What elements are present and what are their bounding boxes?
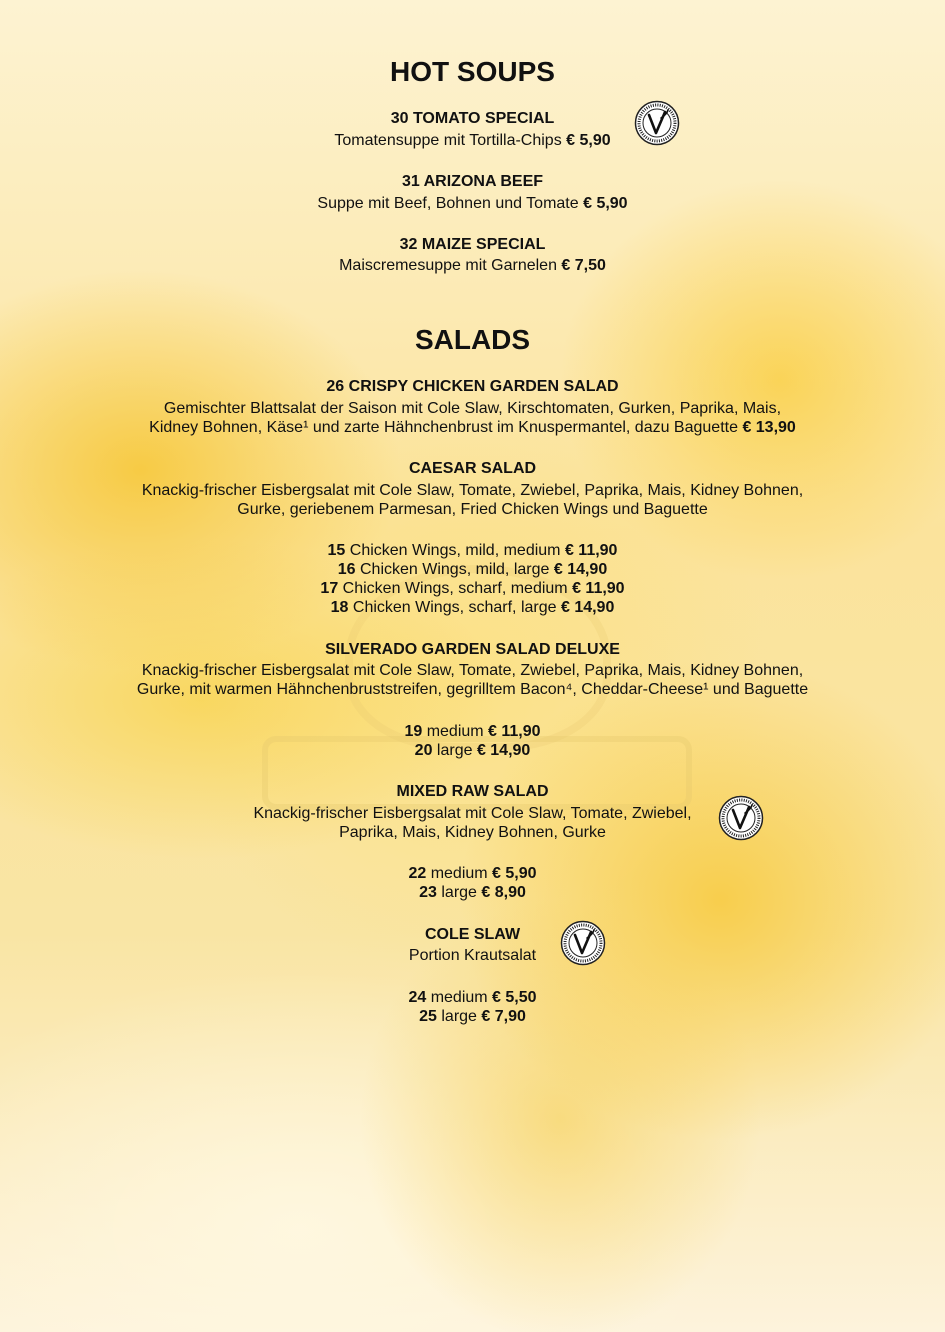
menu-item-name: 32 MAIZE SPECIAL: [399, 236, 546, 253]
vegetarian-v-icon: [634, 100, 680, 146]
price-option: 22 medium € 5,90: [408, 865, 537, 882]
menu-item-description: Gemischter Blattsalat der Saison mit Cole Slaw, Kirschtomaten, Gurken, Paprika, Mais,: [163, 400, 782, 417]
price-option: 18 Chicken Wings, scharf, large € 14,90: [330, 599, 615, 616]
salads-heading: SALADS: [414, 324, 531, 355]
price-option: 23 large € 8,90: [419, 884, 526, 901]
menu-item-description: Kidney Bohnen, Käse¹ und zarte Hähnchenbrust im Knuspermantel, dazu Baguette € 13,90: [149, 419, 796, 436]
menu-item-description: Tomatensuppe mit Tortilla-Chips € 5,90: [334, 132, 611, 149]
menu-item-name: MIXED RAW SALAD: [396, 783, 549, 800]
menu-item-description: Paprika, Mais, Kidney Bohnen, Gurke: [339, 824, 606, 841]
menu-item-name: CAESAR SALAD: [408, 460, 537, 477]
price-option: 19 medium € 11,90: [404, 723, 541, 740]
vegetarian-v-icon: [718, 795, 764, 841]
price-option: 25 large € 7,90: [419, 1008, 526, 1025]
vegetarian-v-icon: [560, 920, 606, 966]
menu-item-description: Knackig-frischer Eisbergsalat mit Cole Slaw, Tomate, Zwiebel, Paprika, Mais, Kidney Bohnen,: [141, 662, 804, 679]
price-option: 24 medium € 5,50: [408, 989, 537, 1006]
price-option: 17 Chicken Wings, scharf, medium € 11,90: [320, 580, 625, 597]
menu-item-description: Maiscremesuppe mit Garnelen € 7,50: [339, 257, 606, 274]
price-option: 20 large € 14,90: [414, 742, 531, 759]
price-option: 15 Chicken Wings, mild, medium € 11,90: [327, 542, 618, 559]
menu-item-name: 31 ARIZONA BEEF: [401, 173, 544, 190]
menu-item-description: Knackig-frischer Eisbergsalat mit Cole Slaw, Tomate, Zwiebel,: [253, 805, 692, 822]
menu-item-description: Portion Krautsalat: [408, 947, 537, 964]
menu-item-name: COLE SLAW: [424, 926, 521, 943]
menu-item-description: Knackig-frischer Eisbergsalat mit Cole Slaw, Tomate, Zwiebel, Paprika, Mais, Kidney Bohnen,: [141, 482, 804, 499]
menu-item-name: 30 TOMATO SPECIAL: [390, 110, 555, 127]
menu-item-name: SILVERADO GARDEN SALAD DELUXE: [325, 641, 620, 658]
menu-item-description: Suppe mit Beef, Bohnen und Tomate € 5,90: [317, 195, 628, 212]
menu-item-name: 26 CRISPY CHICKEN GARDEN SALAD: [326, 378, 619, 395]
price-option: 16 Chicken Wings, mild, large € 14,90: [337, 561, 608, 578]
menu-item-description: Gurke, mit warmen Hähnchenbruststreifen, gegrilltem Bacon⁴, Cheddar-Cheese¹ und Baguette: [136, 681, 809, 698]
menu-item-description: Gurke, geriebenem Parmesan, Fried Chicken Wings und Baguette: [237, 501, 708, 518]
hot-soups-heading: HOT SOUPS: [390, 56, 555, 87]
